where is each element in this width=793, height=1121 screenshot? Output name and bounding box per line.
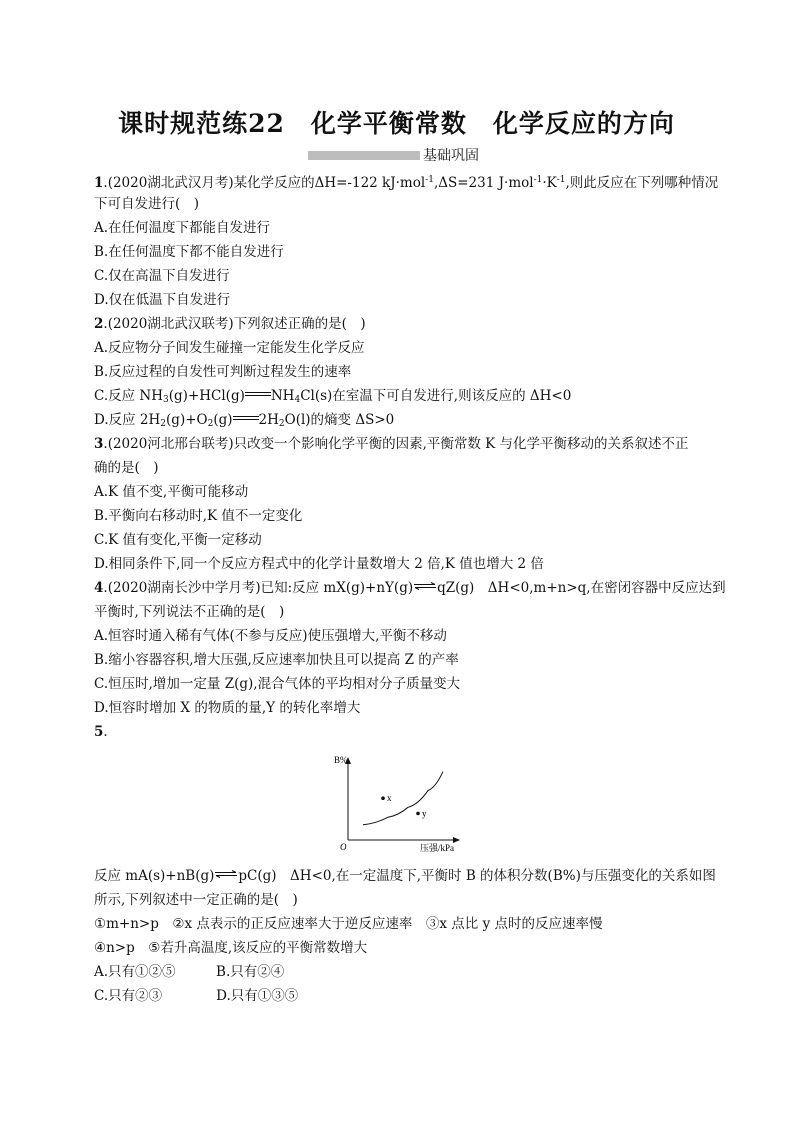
q5-number: 5 bbox=[94, 724, 104, 740]
q2d-s2: 2 bbox=[207, 419, 214, 429]
q5-options-ab: A.只有①②⑤ B.只有②④ bbox=[94, 964, 285, 980]
q1-text-a: .(2020湖北武汉月考)某化学反应的ΔH=-122 kJ·mol bbox=[103, 175, 426, 191]
q5-text-a: 反应 mA(s)+nB(g) bbox=[94, 868, 215, 884]
q5-line-2 bbox=[94, 867, 716, 885]
q4-text-b: qZ(g) ΔH<0,m+n>q,在密闭容器中反应达到 bbox=[437, 580, 726, 596]
section-label: 基础巩固 bbox=[423, 148, 479, 164]
q5-line-4: ①m+n>p ②x 点表示的正反应速率大于逆反应速率 ③x 点比 y 点时的反应速率慢 bbox=[94, 916, 603, 932]
q5-options-cd: C.只有②③ D.只有①③⑤ bbox=[94, 988, 299, 1004]
q5-line-1 bbox=[94, 723, 108, 741]
point-x bbox=[381, 796, 385, 800]
q1-option-a: A.在任何温度下都能自发进行 bbox=[94, 220, 271, 236]
q1-text-b: ,ΔS=231 J·mol bbox=[433, 175, 534, 191]
q4-number: 4 bbox=[94, 580, 104, 596]
y-axis-label: B% bbox=[334, 755, 348, 765]
q2-option-d bbox=[94, 411, 394, 433]
q4-text-a: .(2020湖南长沙中学月考)已知:反应 mX(g)+nY(g) bbox=[103, 580, 414, 596]
q4-line-1 bbox=[94, 579, 726, 597]
q2d-t3: (g) bbox=[213, 412, 233, 428]
q2-option-c bbox=[94, 387, 571, 409]
q1-text-d: ,则此反应在下列哪种情况 bbox=[565, 175, 719, 191]
q2-stem: .(2020湖北武汉联考)下列叙述正确的是( ) bbox=[103, 316, 366, 332]
reversible-arrow-icon bbox=[413, 582, 437, 590]
q2c-s2: 4 bbox=[294, 395, 301, 405]
q2c-t2: (g)+HCl(g) bbox=[168, 388, 245, 404]
q3-option-d: D.相同条件下,同一个反应方程式中的化学计量数增大 2 倍,K 值也增大 2 倍 bbox=[94, 556, 544, 572]
q5-dot: . bbox=[103, 724, 108, 740]
q3-number: 3 bbox=[94, 436, 104, 452]
series-curve bbox=[363, 772, 443, 825]
q4-option-c: C.恒压时,增加一定量 Z(g),混合气体的平均相对分子质量变大 bbox=[94, 676, 461, 692]
section-header bbox=[308, 146, 479, 164]
reversible-arrow-icon bbox=[214, 870, 238, 878]
q2d-s3: 2 bbox=[278, 419, 285, 429]
q2-option-b: B.反应过程的自发性可判断过程发生的速率 bbox=[94, 364, 352, 380]
x-axis-arrow-icon bbox=[453, 837, 460, 843]
q4-option-b: B.缩小容器容积,增大压强,反应速率加快且可以提高 Z 的产率 bbox=[94, 652, 459, 668]
q5-line-5: ④n>p ⑤若升高温度,该反应的平衡常数增大 bbox=[94, 940, 368, 956]
q5-line-3: 所示,下列叙述中一定正确的是( ) bbox=[94, 892, 298, 908]
q2d-t2: (g)+O bbox=[166, 412, 208, 428]
q2d-t4: 2H bbox=[258, 412, 279, 428]
q2-option-a: A.反应物分子间发生碰撞一定能发生化学反应 bbox=[94, 340, 365, 356]
x-axis-label: 压强/kPa bbox=[420, 843, 455, 852]
q1-line-2: 下可自发进行( ) bbox=[94, 196, 200, 212]
q1-sup-2: -1 bbox=[533, 175, 543, 185]
section-bar bbox=[308, 151, 420, 160]
equals-arrow-icon bbox=[245, 391, 271, 397]
q1-option-d: D.仅在低温下自发进行 bbox=[94, 292, 231, 308]
q1-option-c: C.仅在高温下自发进行 bbox=[94, 268, 230, 284]
origin-label: O bbox=[340, 842, 347, 852]
q3-option-c: C.K 值有变化,平衡一定移动 bbox=[94, 532, 262, 548]
point-x-label: x bbox=[387, 793, 392, 804]
q3-line-2: 确的是( ) bbox=[94, 460, 159, 476]
q1-sup-1: -1 bbox=[425, 175, 434, 185]
q1-sup-3: -1 bbox=[556, 175, 566, 185]
q1-number: 1 bbox=[94, 175, 104, 191]
q2c-t3: NH bbox=[270, 388, 295, 404]
point-y-label: y bbox=[422, 808, 427, 819]
q2c-t4: Cl(s)在室温下可自发进行,则该反应的 ΔH<0 bbox=[300, 388, 572, 404]
q1-line-1 bbox=[94, 171, 718, 192]
q3-stem: .(2020河北邢台联考)只改变一个影响化学平衡的因素,平衡常数 K 与化学平衡移动的关系叙述不正 bbox=[103, 436, 689, 452]
q2d-t1: D.反应 2H bbox=[94, 412, 161, 428]
q2-line-1 bbox=[94, 315, 366, 333]
q3-option-b: B.平衡向右移动时,K 值不一定变化 bbox=[94, 508, 303, 524]
q4-option-a: A.恒容时通入稀有气体(不参与反应)使压强增大,平衡不移动 bbox=[94, 628, 447, 644]
q2c-s1: 3 bbox=[163, 395, 169, 405]
q5-text-b: pC(g) ΔH<0,在一定温度下,平衡时 B 的体积分数(B%)与压强变化的关系如图 bbox=[238, 868, 716, 884]
q4-line-2: 平衡时,下列说法不正确的是( ) bbox=[94, 604, 285, 620]
equals-arrow-icon bbox=[233, 415, 259, 421]
q2c-t1: C.反应 NH bbox=[94, 388, 164, 404]
q3-option-a: A.K 值不变,平衡可能移动 bbox=[94, 484, 249, 500]
q1-text-c: ·K bbox=[542, 175, 557, 191]
page-title: 课时规范练22 化学平衡常数 化学反应的方向 bbox=[118, 109, 675, 138]
q1-option-b: B.在任何温度下都不能自发进行 bbox=[94, 244, 284, 260]
q4-option-d: D.恒容时增加 X 的物质的量,Y 的转化率增大 bbox=[94, 700, 361, 716]
pressure-chart bbox=[328, 752, 468, 852]
q2-number: 2 bbox=[94, 316, 104, 332]
q2d-s1: 2 bbox=[160, 419, 167, 429]
q3-line-1 bbox=[94, 435, 689, 453]
point-y bbox=[416, 812, 420, 816]
q2d-t5: O(l)的熵变 ΔS>0 bbox=[284, 412, 395, 428]
